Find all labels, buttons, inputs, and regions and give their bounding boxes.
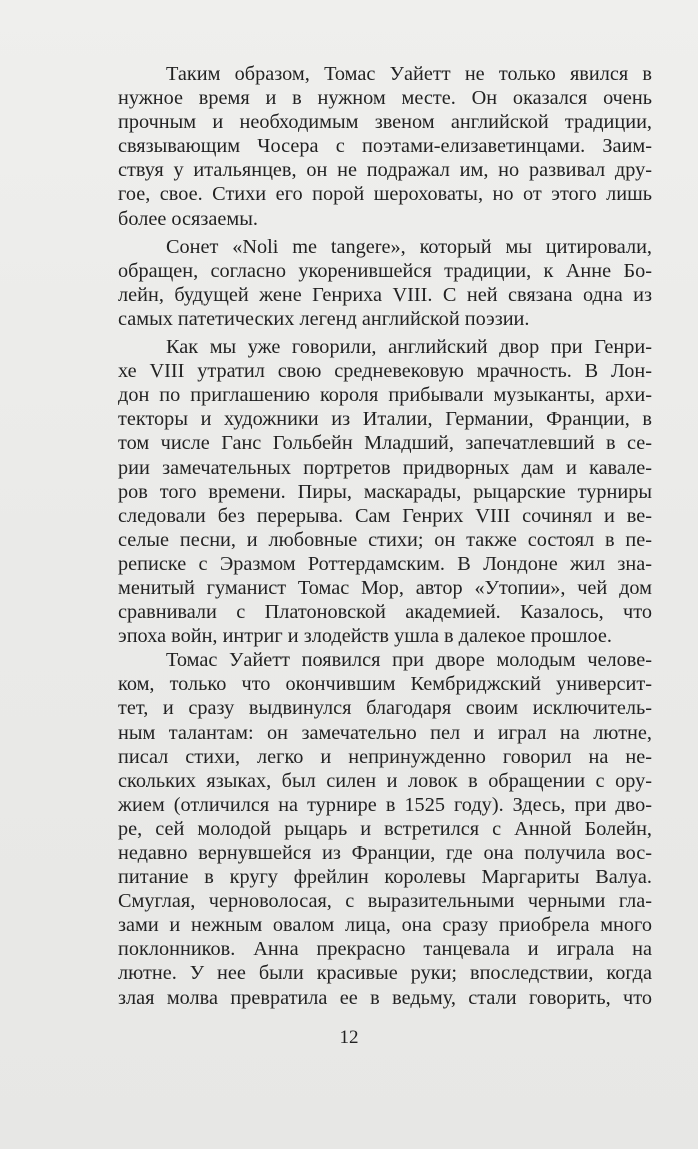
text-line: лютне. У нее были красивые руки; впоследствии, когда [118, 962, 652, 985]
text-line: недавно вернувшейся из Франции, где она получила вос- [118, 842, 652, 864]
text-line: поклонников. Анна прекрасно танцевала и играла на [118, 938, 652, 961]
text-line: скольких языках, был силен и ловок в обращении с ору- [118, 769, 652, 792]
text-line: обращен, согласно укоренившейся традиции, к Анне Бо- [118, 259, 652, 282]
text-line: ров того времени. Пиры, маскарады, рыцарские турниры [118, 480, 652, 503]
text-line: том числе Ганс Гольбейн Младший, запечатлевший в се- [118, 432, 652, 455]
text-line: реписке с Эразмом Роттердамским. В Лондоне жил зна- [118, 552, 652, 575]
text-line: хе VIII утратил свою средневековую мрачность. В Лон- [118, 360, 652, 383]
text-line: ствуя у итальянцев, он не подражал им, но развивал дру- [118, 159, 652, 182]
text-line: Как мы уже говорили, английский двор при Генри- [166, 336, 652, 359]
text-line: следовали без перерыва. Сам Генрих VIII сочинял и ве- [118, 504, 652, 527]
text-line: тет, и сразу выдвинулся благодаря своим исключитель- [118, 697, 652, 720]
text-line: текторы и художники из Италии, Германии, Франции, в [118, 408, 652, 431]
body-text [118, 62, 652, 1010]
text-line: эпоха войн, интриг и злодейств ушла в далекое прошлое. [118, 625, 612, 648]
text-line: дон по приглашению короля прибывали музыканты, архи- [118, 384, 652, 407]
text-line: гое, свое. Стихи его порой шероховаты, но от этого лишь [118, 183, 652, 206]
text-line: связывающим Чосера с поэтами-елизаветинцами. Заим- [118, 135, 652, 158]
paragraph-1 [118, 62, 652, 231]
text-line: Таким образом, Томас Уайетт не только явился в [166, 63, 652, 85]
text-line: менитый гуманист Томас Мор, автор «Утопии», чей дом [118, 576, 652, 599]
paragraph-3 [118, 335, 652, 648]
text-line: сравнивали с Платоновской академией. Казалось, что [118, 601, 652, 624]
text-line: Томас Уайетт появился при дворе молодым челове- [166, 649, 652, 672]
text-line: ком, только что окончившим Кембриджский университ- [118, 673, 652, 696]
text-line: питание в кругу фрейлин королевы Маргариты Валуа. [118, 866, 652, 889]
text-line: зами и нежным овалом лица, она сразу приобрела много [118, 914, 652, 937]
text-line: Смуглая, черноволосая, с выразительными черными гла- [118, 890, 652, 913]
text-line: лейн, будущей жене Генриха VIII. С ней связана одна из [118, 283, 652, 306]
text-line: селые песни, и любовные стихи; он также состоял в пе- [118, 528, 652, 551]
page-number: 12 [339, 1027, 359, 1048]
text-line: ным талантам: он замечательно пел и играл на лютне, [118, 721, 652, 744]
text-line: прочным и необходимым звеном английской традиции, [118, 111, 652, 134]
paragraph-4 [118, 648, 652, 1009]
text-line: самых патетических легенд английской поэзии. [118, 307, 530, 330]
text-line: более осязаемы. [118, 207, 258, 230]
text-line: нужное время и в нужном месте. Он оказался очень [118, 87, 652, 110]
paragraph-2 [118, 235, 652, 331]
text-line: жием (отличился на турнире в 1525 году). Здесь, при дво- [118, 793, 652, 816]
text-line: ре, сей молодой рыцарь и встретился с Анной Болейн, [118, 817, 652, 840]
text-line: злая молва превратила ее в ведьму, стали говорить, что [118, 986, 652, 1009]
text-line: рии замечательных портретов придворных дам и кавале- [118, 456, 652, 479]
text-line: Сонет «Noli me tangere», который мы цитировали, [166, 235, 652, 258]
text-line: писал стихи, легко и непринужденно говорил на не- [118, 745, 652, 768]
